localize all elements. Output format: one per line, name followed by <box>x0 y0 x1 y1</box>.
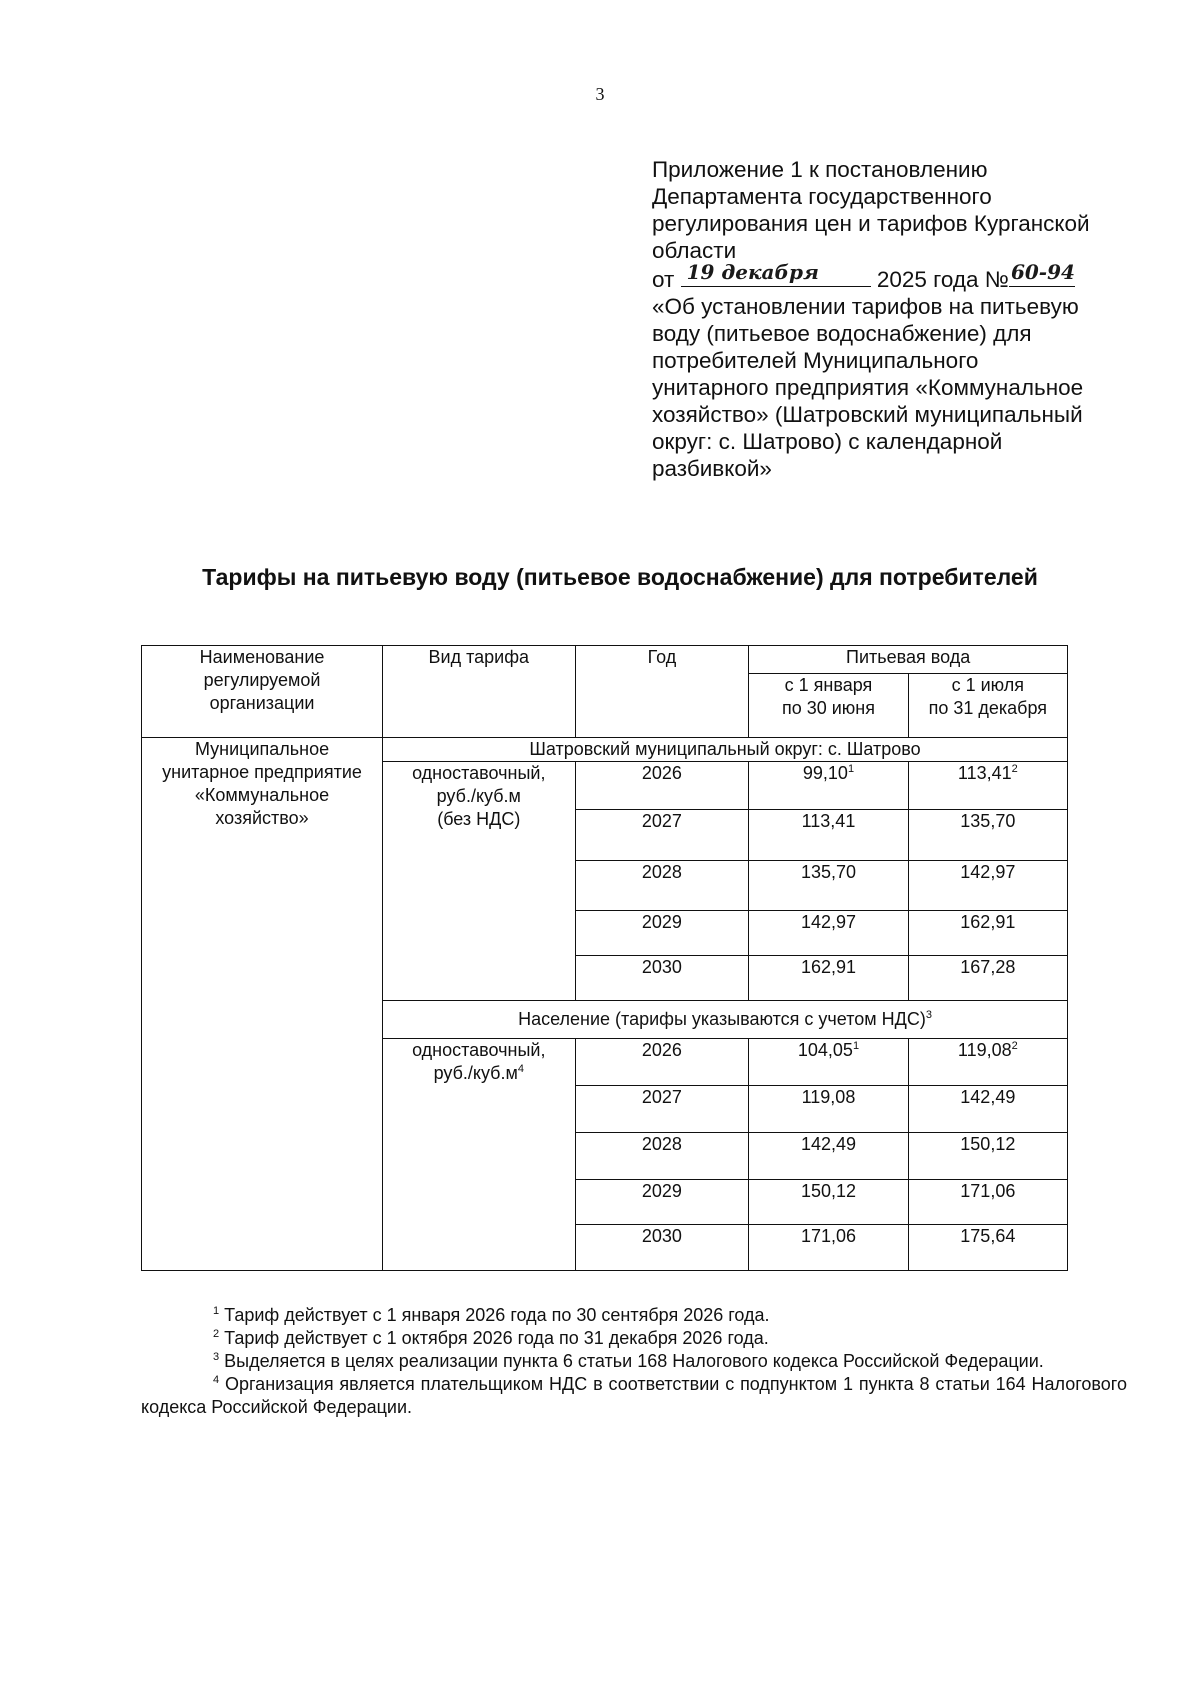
tariff-kind: одноставочный, $руб./куб.м^4$ <box>383 1039 575 1271</box>
page-number: 3 <box>595 84 605 104</box>
second-half-value: 171,06 <box>908 1180 1067 1225</box>
date-prefix: от <box>652 267 675 292</box>
appendix-line: Департамента государственного <box>652 184 992 209</box>
header-tariff-kind: Вид тарифа <box>383 646 575 738</box>
header-drinking-water: Питьевая вода <box>749 646 1068 674</box>
year-cell: 2030 <box>575 956 749 1001</box>
second-half-value: 142,49 <box>908 1086 1067 1133</box>
year-cell: 2028 <box>575 1133 749 1180</box>
first-half-value: 142,97 <box>749 911 908 956</box>
handwritten-date: 19 декабря <box>686 260 819 284</box>
footnote: $^3$ Выделяется в целях реализации пункта 6 статьи 168 Налогового кодекса Российской Федерации. <box>213 1351 1044 1371</box>
year-cell: 2027 <box>575 810 749 861</box>
second-half-value: 162,91 <box>908 911 1067 956</box>
first-half-value: 119,08 <box>749 1086 908 1133</box>
section-row <box>142 738 1068 762</box>
tariff-table <box>141 645 1068 1271</box>
handwritten-number: 60-94 <box>1010 260 1075 284</box>
date-suffix: 2025 года № <box>876 267 1009 292</box>
appendix-line: регулирования цен и тарифов Курганской <box>652 211 1090 236</box>
appendix-line: хозяйство» (Шатровский муниципальный <box>652 402 1083 427</box>
header-organization: Наименование регулируемой организации <box>142 646 383 738</box>
header-year: Год <box>575 646 749 738</box>
second-half-value: 113,41$^2$ <box>908 762 1067 810</box>
appendix-header <box>652 156 1122 482</box>
document-title: Тарифы на питьевую воду (питьевое водоснабжение) для потребителей <box>202 564 1038 590</box>
first-half-value: 162,91 <box>749 956 908 1001</box>
section-title: Население (тарифы указываются с учетом НДС)$^3$ <box>383 1001 1068 1039</box>
section-title: Шатровский муниципальный округ: с. Шатрово <box>383 738 1068 762</box>
footnote: $^4$ Организация является плательщиком НДС в соответствии с подпунктом 1 пункта 8 статьи 164 Налогового кодекса Российской Федерации. <box>141 1374 1127 1417</box>
date-blank <box>681 260 871 287</box>
appendix-line: области <box>652 238 737 263</box>
second-half-value: 167,28 <box>908 956 1067 1001</box>
second-half-value: 150,12 <box>908 1133 1067 1180</box>
appendix-line: воду (питьевое водоснабжение) для <box>652 321 1032 346</box>
year-cell: 2030 <box>575 1225 749 1271</box>
appendix-line: «Об установлении тарифов на питьевую <box>652 294 1079 319</box>
first-half-value: 99,10$^1$ <box>749 762 908 810</box>
year-cell: 2028 <box>575 861 749 911</box>
second-half-value: 119,08$^2$ <box>908 1039 1067 1086</box>
first-half-value: 142,49 <box>749 1133 908 1180</box>
footnotes <box>141 1304 1127 1419</box>
appendix-line: унитарного предприятия «Коммунальное <box>652 375 1084 400</box>
year-cell: 2027 <box>575 1086 749 1133</box>
second-half-value: 142,97 <box>908 861 1067 911</box>
first-half-value: 171,06 <box>749 1225 908 1271</box>
year-cell: 2026 <box>575 1039 749 1086</box>
second-half-value: 175,64 <box>908 1225 1067 1271</box>
first-half-value: 135,70 <box>749 861 908 911</box>
footnote: $^1$ Тариф действует с 1 января 2026 года по 30 сентября 2026 года. <box>213 1305 770 1325</box>
footnote: $^2$ Тариф действует с 1 октября 2026 года по 31 декабря 2026 года. <box>213 1328 769 1348</box>
second-half-value: 135,70 <box>908 810 1067 861</box>
tariff-kind: одноставочный, руб./куб.м (без НДС) <box>383 762 575 1001</box>
number-blank <box>1009 260 1075 287</box>
appendix-date-line <box>652 260 1122 293</box>
first-half-value: 113,41 <box>749 810 908 861</box>
year-cell: 2029 <box>575 1180 749 1225</box>
appendix-line: Приложение 1 к постановлению <box>652 157 988 182</box>
appendix-line: разбивкой» <box>652 456 772 481</box>
organization-name: Муниципальное унитарное предприятие «Коммунальное хозяйство» <box>142 738 383 1271</box>
header-first-half: с 1 января по 30 июня <box>749 674 908 738</box>
header-second-half: с 1 июля по 31 декабря <box>908 674 1067 738</box>
appendix-line: округ: с. Шатрово) с календарной <box>652 429 1003 454</box>
first-half-value: 104,05$^1$ <box>749 1039 908 1086</box>
first-half-value: 150,12 <box>749 1180 908 1225</box>
year-cell: 2029 <box>575 911 749 956</box>
appendix-line: потребителей Муниципального <box>652 348 979 373</box>
header-row <box>142 646 1068 674</box>
year-cell: 2026 <box>575 762 749 810</box>
